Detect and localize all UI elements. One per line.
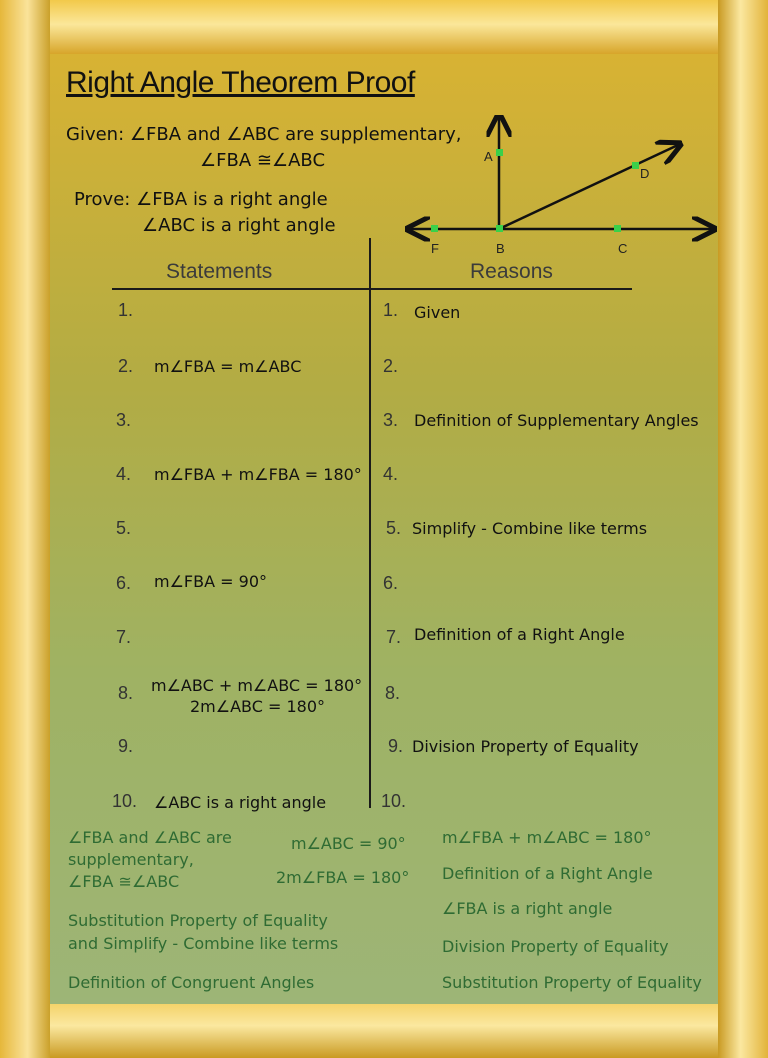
bank-sum-180[interactable]: m∠FBA + m∠ABC = 180°: [442, 828, 652, 847]
statement-number: 9.: [118, 736, 134, 756]
reason-number: 10.: [381, 791, 407, 811]
bank-definition-congruent[interactable]: Definition of Congruent Angles: [68, 973, 315, 992]
point-d-marker: [632, 162, 639, 169]
statement-number: 2.: [118, 356, 134, 376]
statement-number: 4.: [116, 464, 132, 484]
ray-bd: [499, 145, 678, 229]
bank-supplementary-line-2[interactable]: supplementary,: [68, 850, 194, 869]
reason-number: 7.: [386, 627, 402, 647]
bank-division-property[interactable]: Division Property of Equality: [442, 937, 669, 956]
bank-substitution-line-2[interactable]: and Simplify - Combine like terms: [68, 934, 339, 953]
reason-text: Given: [414, 303, 461, 322]
prove-line-2: ∠ABC is a right angle: [142, 215, 336, 236]
point-c-marker: [614, 225, 621, 232]
point-b-marker: [496, 225, 503, 232]
statement-number: 7.: [116, 627, 132, 647]
reason-text: Simplify - Combine like terms: [412, 519, 648, 538]
bank-substitution-property[interactable]: Substitution Property of Equality: [442, 973, 702, 992]
statements-header: Statements: [166, 260, 273, 283]
bank-substitution-line-1[interactable]: Substitution Property of Equality: [68, 911, 328, 930]
frame-right: [718, 0, 768, 1058]
given-line-1: Given: ∠FBA and ∠ABC are supplementary,: [66, 124, 462, 145]
statement-number: 3.: [116, 410, 132, 430]
label-f: F: [431, 241, 439, 256]
statement-number: 5.: [116, 518, 132, 538]
reason-number: 5.: [386, 518, 402, 538]
page-title: Right Angle Theorem Proof: [66, 66, 415, 99]
statement-text: m∠FBA + m∠FBA = 180°: [154, 465, 362, 484]
bank-supplementary-line-3[interactable]: ∠FBA ≅∠ABC: [68, 872, 180, 891]
statement-text-line-2: 2m∠ABC = 180°: [190, 697, 326, 716]
label-a: A: [484, 149, 493, 164]
statement-text: m∠FBA = m∠ABC: [154, 357, 302, 376]
bank-supplementary-line-1[interactable]: ∠FBA and ∠ABC are: [68, 828, 232, 847]
label-c: C: [618, 241, 628, 256]
reason-text: Definition of Supplementary Angles: [414, 411, 699, 430]
reason-number: 8.: [385, 683, 401, 703]
reason-text: Division Property of Equality: [412, 737, 639, 756]
reason-number: 4.: [383, 464, 399, 484]
frame-bottom: [0, 1004, 768, 1058]
reasons-header: Reasons: [470, 260, 553, 283]
given-line-2: ∠FBA ≅∠ABC: [200, 150, 326, 171]
reason-number: 2.: [383, 356, 399, 376]
label-b: B: [496, 241, 505, 256]
statement-text: m∠FBA = 90°: [154, 572, 267, 591]
point-a-marker: [496, 149, 503, 156]
reason-number: 1.: [383, 300, 399, 320]
bank-2fba-180[interactable]: 2m∠FBA = 180°: [276, 868, 410, 887]
statement-number: 6.: [116, 573, 132, 593]
statement-number: 10.: [112, 791, 138, 811]
bank-definition-right-angle[interactable]: Definition of a Right Angle: [442, 864, 653, 883]
point-f-marker: [431, 225, 438, 232]
frame-top: [0, 0, 768, 54]
frame-left: [0, 0, 50, 1058]
reason-number: 9.: [388, 736, 404, 756]
reason-text: Definition of a Right Angle: [414, 625, 625, 644]
statement-text: ∠ABC is a right angle: [154, 793, 327, 812]
reason-number: 3.: [383, 410, 399, 430]
statement-text: m∠ABC + m∠ABC = 180°: [151, 676, 363, 695]
statement-number: 1.: [118, 300, 134, 320]
label-d: D: [640, 166, 650, 181]
reason-number: 6.: [383, 573, 399, 593]
prove-line-1: Prove: ∠FBA is a right angle: [74, 189, 328, 210]
bank-abc-90[interactable]: m∠ABC = 90°: [291, 834, 406, 853]
statement-number: 8.: [118, 683, 134, 703]
bank-fba-right-angle[interactable]: ∠FBA is a right angle: [442, 899, 613, 918]
angle-diagram: [400, 115, 720, 265]
